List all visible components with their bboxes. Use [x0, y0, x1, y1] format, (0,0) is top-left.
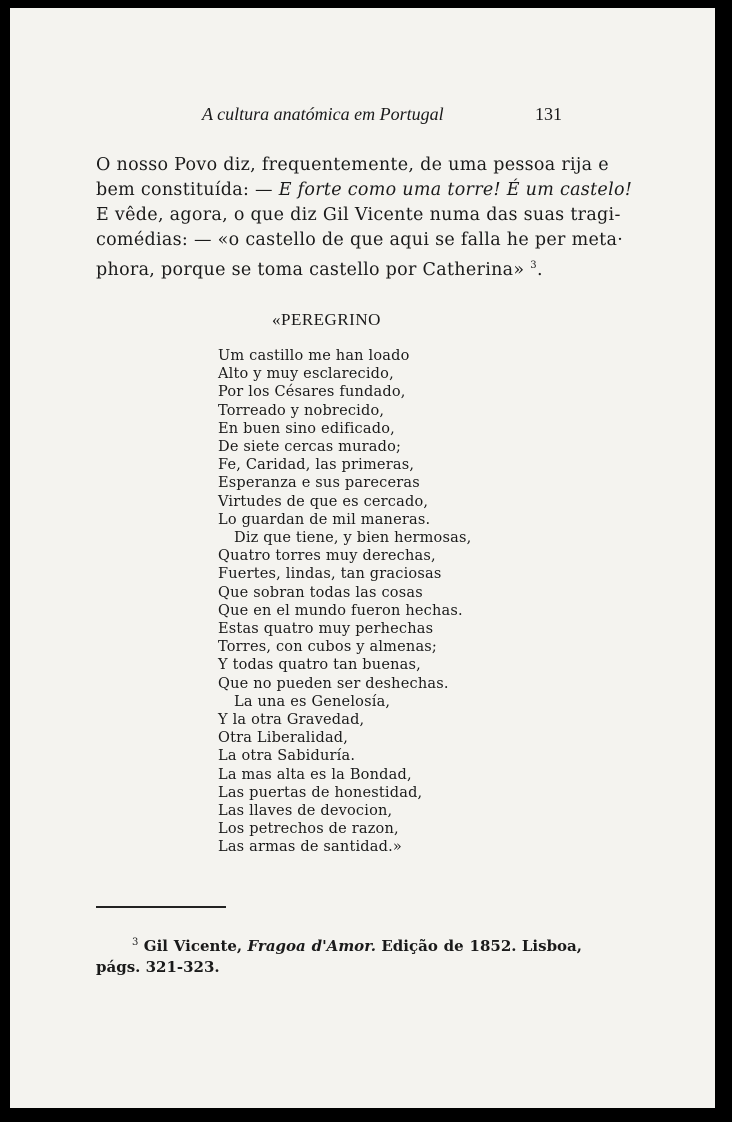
body-paragraph [96, 153, 633, 283]
prose-line-2 [96, 178, 633, 203]
poem-verse: Esperanza e sus pareceras [218, 475, 420, 492]
page-header [10, 104, 715, 134]
poem-verse: Um castillo me han loado [218, 348, 410, 364]
poem-verse: Que no pueden ser deshechas. [218, 675, 449, 692]
prose-line-1: O nosso Povo diz, frequentemente, de uma pessoa rija e [96, 155, 609, 175]
footnote-pages: págs. 321-323. [96, 958, 220, 976]
page-number: 131 [535, 104, 562, 124]
poem-verse: Las armas de santidad.» [218, 839, 402, 856]
prose-line-5-end: . [536, 259, 543, 280]
footnote-marker: 3 [132, 937, 139, 948]
poem-verse: Quatro torres muy derechas, [218, 548, 436, 565]
footnote [96, 932, 582, 978]
footnote-divider [96, 906, 226, 908]
poem-verse: Torreado y nobrecido, [218, 402, 385, 419]
book-page [10, 8, 715, 1108]
poem-verse: Fuertes, lindas, tan graciosas [218, 566, 442, 583]
footnote-work: Fragoa d'Amor. [247, 937, 376, 955]
prose-line-2-start: bem constituída: — [96, 180, 279, 200]
running-title: A cultura anatómica em Portugal [202, 104, 444, 124]
poem-verse: Diz que tiene, y bien hermosas, [234, 530, 472, 547]
poem-verse: Otra Liberalidad, [218, 730, 349, 747]
poem-title: «PEREGRINO [272, 310, 381, 329]
poem-verse: Y la otra Gravedad, [218, 712, 365, 729]
poem-verse: Estas quatro muy perhechas [218, 621, 434, 638]
prose-line-2-quote: E forte como uma torre! É um castelo! [278, 180, 633, 200]
poem-verse: Las puertas de honestidad, [218, 784, 423, 801]
poem-verse: Virtudes de que es cercado, [218, 493, 429, 510]
footnote-reference: 3 [530, 260, 537, 271]
poem-verse: Que en el mundo fueron hechas. [218, 602, 463, 619]
poem-verse: De siete cercas murado; [218, 439, 402, 456]
prose-line-5-text: phora, porque se toma castello por Catherina» [96, 259, 531, 280]
footnote-line-2 [96, 957, 582, 978]
footnote-author: Gil Vicente, [143, 937, 243, 955]
poem-verse: Que sobran todas las cosas [218, 584, 423, 601]
footnote-line-1 [96, 932, 582, 957]
poem-verse: Las llaves de devocion, [218, 803, 393, 820]
poem-verse: En buen sino edificado, [218, 420, 395, 437]
poem-verse: Los petrechos de razon, [218, 821, 399, 838]
poem-verses [218, 347, 471, 857]
poem-verse: Alto y muy esclarecido, [218, 366, 394, 383]
poem-verse: La una es Genelosía, [234, 693, 391, 710]
prose-line-4: comédias: — «o castello de que aqui se falla he per meta· [96, 230, 624, 250]
footnote-edition: Edição de 1852. [381, 937, 517, 955]
prose-line-5 [96, 253, 582, 283]
poem-verse: La mas alta es la Bondad, [218, 766, 412, 783]
poem-verse: Y todas quatro tan buenas, [218, 657, 421, 674]
prose-line-3: E vêde, agora, o que diz Gil Vicente numa das suas tragi- [96, 205, 621, 225]
poem-verse: Fe, Caridad, las primeras, [218, 457, 415, 474]
poem-verse: La otra Sabiduría. [218, 748, 356, 765]
poem-verse: Lo guardan de mil maneras. [218, 511, 431, 528]
poem-verse: Por los Césares fundado, [218, 384, 406, 401]
poem-verse: Torres, con cubos y almenas; [218, 639, 438, 656]
footnote-place: Lisboa, [521, 937, 582, 955]
